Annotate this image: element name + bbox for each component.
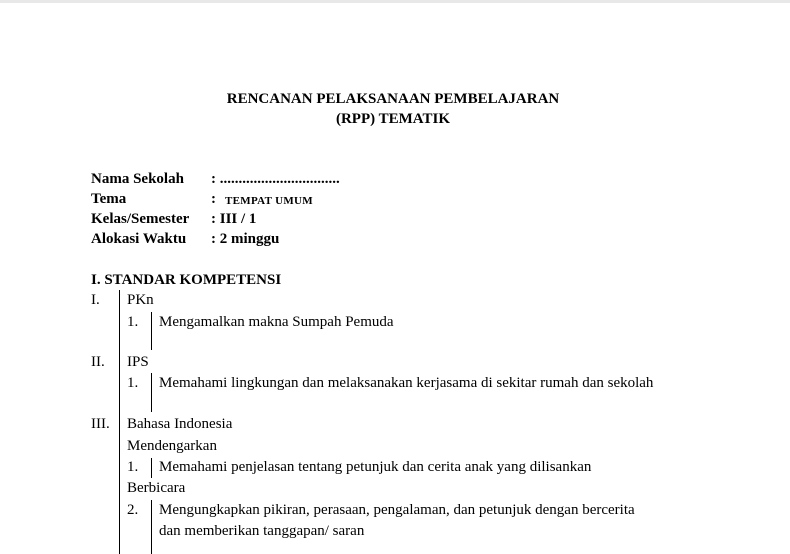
label-tema: Tema xyxy=(91,191,127,207)
colon: : xyxy=(211,191,216,207)
item-num: 1. xyxy=(127,459,139,475)
viewer-top-bar xyxy=(0,0,790,3)
table-border xyxy=(151,312,152,350)
table-border xyxy=(151,373,152,412)
item-num: 2. xyxy=(127,502,139,518)
table-border xyxy=(151,500,152,554)
doc-subtitle: (RPP) TEMATIK xyxy=(335,111,451,127)
section-heading: I. STANDAR KOMPETENSI xyxy=(91,272,282,288)
value-tema: TEMPAT UMUM xyxy=(225,195,313,207)
label-nama-sekolah: Nama Sekolah xyxy=(91,171,184,187)
skill-label: Berbicara xyxy=(127,480,186,496)
table-border xyxy=(151,458,152,478)
subject-num: II. xyxy=(91,354,105,370)
label-alokasi: Alokasi Waktu xyxy=(91,231,187,247)
item-text: Mengamalkan makna Sumpah Pemuda xyxy=(159,314,394,330)
skill-label: Mendengarkan xyxy=(127,438,217,454)
item-text: Mengungkapkan pikiran, perasaan, pengalaman, dan petunjuk dengan bercerita xyxy=(159,502,635,518)
table-border xyxy=(119,290,120,554)
value-kelas: : III / 1 xyxy=(211,211,257,227)
subject-num: III. xyxy=(91,416,110,432)
label-kelas: Kelas/Semester xyxy=(91,211,190,227)
subject-name: Bahasa Indonesia xyxy=(127,416,233,432)
item-text: Memahami lingkungan dan melaksanakan kerjasama di sekitar rumah dan sekolah xyxy=(159,375,654,391)
subject-name: IPS xyxy=(127,354,149,370)
value-nama-sekolah: : ................................ xyxy=(211,171,340,187)
item-text-cont: dan memberikan tanggapan/ saran xyxy=(159,523,365,539)
item-num: 1. xyxy=(127,314,139,330)
subject-num: I. xyxy=(91,292,100,308)
subject-name: PKn xyxy=(127,292,154,308)
value-alokasi: : 2 minggu xyxy=(211,231,280,247)
doc-title: RENCANAN PELAKSANAAN PEMBELAJARAN xyxy=(226,91,560,107)
item-text: Memahami penjelasan tentang petunjuk dan cerita anak yang dilisankan xyxy=(159,459,592,475)
item-num: 1. xyxy=(127,375,139,391)
